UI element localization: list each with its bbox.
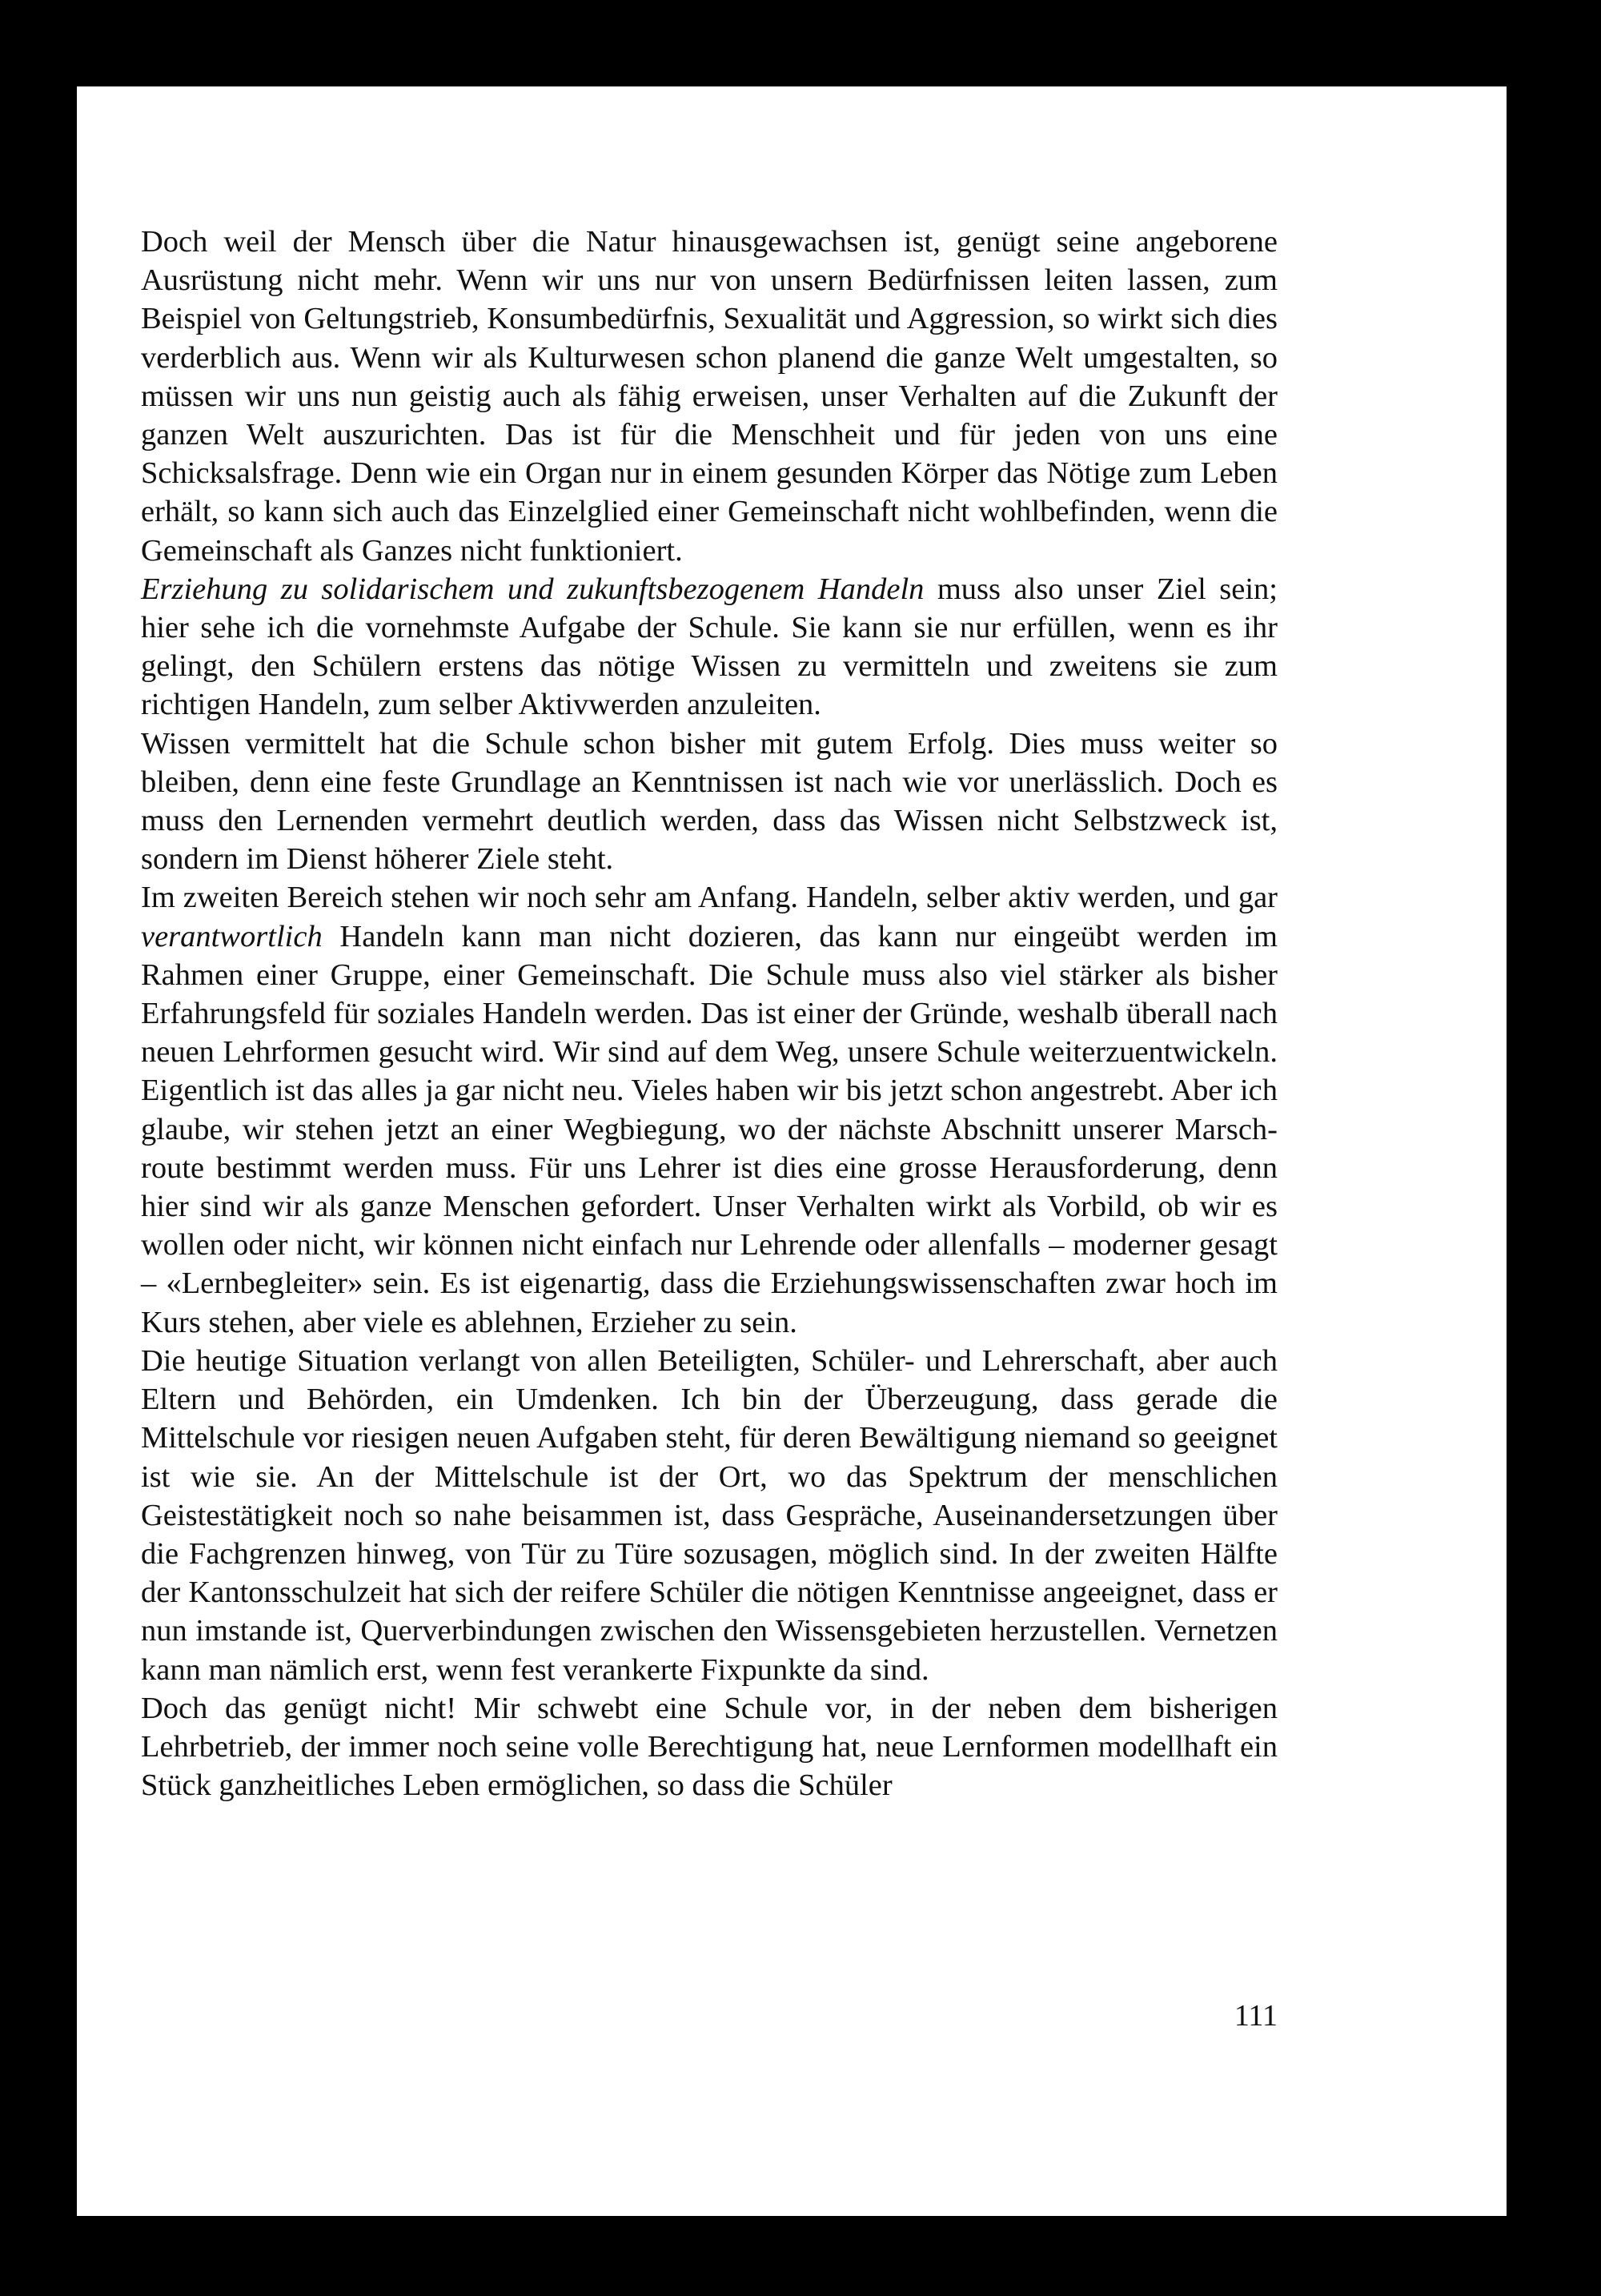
page-number: 111 <box>1234 1999 1278 2033</box>
paragraph <box>141 878 1278 1341</box>
text-run: Wissen vermittelt hat die Schule schon bisher mit gutem Erfolg. Dies muss weiter so bleiben, denn eine feste Grundlage an Kenntnissen ist nach wie vor unerlässlich. Doch es muss den Lernenden vermehrt deutlich werden, dass das Wissen nicht Selbstzweck ist, sondern im Dienst höherer Ziele steht. <box>141 726 1278 877</box>
text-run: Im zweiten Bereich stehen wir noch sehr am Anfang. Handeln, selber aktiv werden, und gar <box>141 881 1278 915</box>
paragraph <box>141 570 1278 725</box>
text-run: muss also unser Ziel sein; hier sehe ich die vornehmste Aufgabe der Schule. Sie kann sie nur erfüllen, wenn es ihr gelingt, den Schülern erstens das nötige Wissen zu vermitteln und zweitens sie zum richtigen Handeln, zum selber Aktivwerden anzuleiten. <box>141 572 1278 722</box>
emphasized-text: Erziehung zu solidarischem und zukunftsbezogenem Handeln <box>141 572 925 606</box>
emphasized-text: verantwortlich <box>141 919 323 953</box>
paragraph <box>141 725 1278 879</box>
paragraph <box>141 1342 1278 1689</box>
paragraph <box>141 223 1278 570</box>
body-text <box>141 223 1278 1804</box>
paragraph <box>141 1689 1278 1805</box>
text-run: Doch weil der Mensch über die Natur hinausgewachsen ist, genügt seine angeborene Ausrüstung nicht mehr. Wenn wir uns nur von unsern Bedürfnissen leiten lassen, zum Beispiel von Geltungstrieb, Konsumbedürfnis, Sexualität und Aggression, so wirkt sich dies verderblich aus. Wenn wir als Kulturwesen schon planend die ganze Welt umgestalten, so müssen wir uns nun geistig auch als fähig erweisen, unser Verhalten auf die Zukunft der ganzen Welt auszurichten. Das ist für die Menschheit und für jeden von uns eine Schicksalsfrage. Denn wie ein Organ nur in einem gesunden Körper das Nötige zum Leben erhält, so kann sich auch das Einzelglied einer Gemeinschaft nicht wohlbefinden, wenn die Gemeinschaft als Ganzes nicht funktioniert. <box>141 225 1278 568</box>
text-run: Handeln kann man nicht dozieren, das kann nur eingeübt werden im Rahmen einer Gruppe, einer Gemeinschaft. Die Schule muss also viel stärker als bisher Erfahrungsfeld für soziales Handeln werden. Das ist einer der Gründe, weshalb überall nach neuen Lehrformen gesucht wird. Wir sind auf dem Weg, unsere Schule weiterzuentwickeln. Eigentlich ist das alles ja gar nicht neu. Vieles haben wir bis jetzt schon angestrebt. Aber ich glaube, wir stehen jetzt an einer Wegbiegung, wo der nächste Abschnitt unserer Marschroute bestimmt werden muss. Für uns Lehrer ist dies eine grosse Herausforderung, denn hier sind wir als ganze Menschen gefordert. Unser Verhalten wirkt als Vorbild, ob wir es wollen oder nicht, wir können nicht einfach nur Lehrende oder allenfalls – moderner gesagt – «Lernbegleiter» sein. Es ist eigenartig, dass die Erziehungswissenschaften zwar hoch im Kurs stehen, aber viele es ablehnen, Erzieher zu sein. <box>141 919 1278 1339</box>
text-run: Doch das genügt nicht! Mir schwebt eine Schule vor, in der neben dem bisherigen Lehrbetrieb, der immer noch seine volle Berechtigung hat, neue Lernformen modellhaft ein Stück ganzheitliches Leben ermöglichen, so dass die Schüler <box>141 1691 1278 1803</box>
text-run: Die heutige Situation verlangt von allen Beteiligten, Schüler- und Lehrerschaft, aber auch Eltern und Behörden, ein Umdenken. Ich bin der Überzeugung, dass gerade die Mittelschule vor riesigen neuen Aufgaben steht, für deren Bewältigung niemand so geeignet ist wie sie. An der Mittelschule ist der Ort, wo das Spektrum der menschlichen Geistestätigkeit noch so nahe beisammen ist, dass Gespräche, Auseinandersetzungen über die Fachgrenzen hinweg, von Tür zu Türe sozusagen, möglich sind. In der zweiten Hälfte der Kantonsschulzeit hat sich der reifere Schüler die nötigen Kenntnisse angeeignet, dass er nun imstande ist, Querverbindungen zwischen den Wissensgebieten herzustellen. Vernetzen kann man nämlich erst, wenn fest verankerte Fixpunkte da sind. <box>141 1343 1278 1687</box>
book-page <box>77 86 1507 2216</box>
